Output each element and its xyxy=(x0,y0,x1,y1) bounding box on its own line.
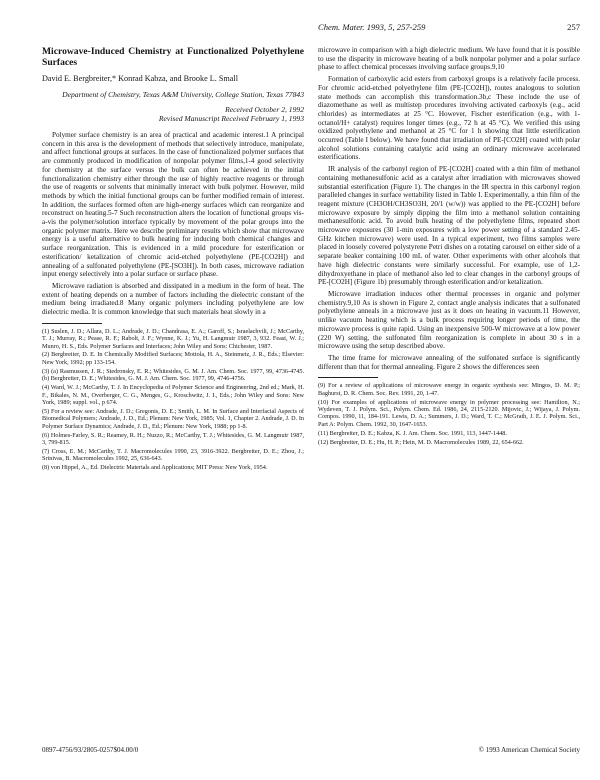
reference-item: (9) For a review of applications of microwave energy in organic synthesis see: Mingos, D. M. P.; Baghurst, D. R. Chem. Soc. Rev. 1991, 20, 1-47. xyxy=(318,382,580,397)
received-date: Received October 2, 1992 xyxy=(225,105,304,114)
article-affiliation: Department of Chemistry, Texas A&M University, College Station, Texas 77843 xyxy=(62,90,304,99)
reference-item: (5) For a review see: Andrade, J. D.; Gregonis, D. E.; Smith, L. M. In Surface and Interfacial Aspects of Biomedical Polymers; Andrade, J. D., Ed.; Plenum: New York, 1985; Vol. 1, Chapter 2. Andrade, J. D. In Polymer Surface Dynamics; Andrade, J. D., Ed.; Plenum: New York, 1988; pp 1-8. xyxy=(42,407,304,430)
reference-item: (8) von Hippel, A., Ed. Dielectric Materials and Applications; MIT Press: New York, 1954. xyxy=(42,464,268,472)
reference-item: (1) Suslen, J. D.; Allara, D. L.; Andrade, J. D.; Chandrasa, E. A.; Garoff, S.; Israelachvili, J.; McCarthy, T. J.; Murray, R.; Pease, R. F.; Rabolt, J. F.; Wynne, K. J.; Yu, H. Langmuir 1987, 3, 932. Feast, W. J.; Munro, H. S., Eds. Polymer Surfaces and Interfaces; John Wiley and Sons: Chichester, 1987. xyxy=(42,327,304,350)
reference-item: (6) Holmes-Farley, S. R.; Reamey, R. H.; Nuzzo, R.; McCarthy, T. J.; Whitesides, G. M. Langmuir 1987, 3, 799-815. xyxy=(42,431,304,446)
article-title: Microwave-Induced Chemistry at Functionalized Polyethylene Surfaces xyxy=(42,46,304,68)
reference-list xyxy=(42,328,304,472)
left-column xyxy=(42,46,304,473)
reference-item: (10) For examples of applications of microwave energy in polymer processing see: Hamilton, N.; Wydeven, T. J. Polym. Sci., Polym. Chem. Ed. 1986, 24, 2115-2120. Mijovic, J.; Wijaya, J. Polym. Compos. 1990, 11, 184-191. Lewis, D. A.; Summers, J. D.; Ward, T. C.; McGrath, J. E. J. Polym. Sci., Part A: Polym. Chem. 1992, 30, 1647-1653. xyxy=(318,398,580,428)
body-paragraph: Microwave irradiation induces other thermal processes in organic and polymer chemistry.9,10 As is shown in Figure 2, contact angle analysis indicates that a sulfonated polyethylene anneals in a microwave just as it does on heating in vacuum.11 However, unlike vacuum heating which is a bulk process requiring longer periods of time, the microwave process is quite rapid. Using an inexpensive 500-W microwave at a low power (220 W) setting, the sulfonated film reorganization is complete in about 30 s in a microwave using the setup described above. xyxy=(318,289,580,351)
running-header xyxy=(318,22,580,32)
reference-item: (11) Bergbreiter, D. E.; Kabza, K. J. Am. Chem. Soc. 1991, 113, 1447-1448. xyxy=(318,429,507,437)
copyright-notice: © 1993 American Chemical Society xyxy=(478,746,580,754)
article-dates xyxy=(42,105,304,123)
reference-item: (3) (a) Rasmussen, J. R.; Stedronsky, E. R.; Whitesides, G. M. J. Am. Chem. Soc. 1977, 99, 4736-4745. (b) Bergbreiter, D. E.; Whitesides, G. M. J. Am. Chem. Soc. 1977, 99, 4746-4756. xyxy=(42,367,304,383)
page-number: 257 xyxy=(567,22,580,32)
article-code: 0897-4756/93/2805-0257$04.00/0 xyxy=(42,746,139,754)
reference-item: (7) Cross, E. M.; McCarthy, T. J. Macromolecules 1990, 23, 3916-3922. Bergbreiter, D. E.; Zhou, J.; Srinivas, B. Macromolecules 1992, 25, 636-643. xyxy=(42,447,304,463)
body-paragraph: The time frame for microwave annealing of the sulfonated surface is significantly different than that for thermal annealing. Figure 2 shows the differences seen xyxy=(318,353,580,371)
footnote-rule xyxy=(42,323,102,324)
body-paragraph: Polymer surface chemistry is an area of practical and academic interest.1 A principal concern in this area is the development of methods that selectively introduce, manipulate, and affect functional groups at surfaces. In the case of functionalized polymer surfaces that are commonly produced in modification of nonpolar polymer films,1-4 good selectivity for chemistry at the surface versus the bulk can often be achieved in the initial functionalization chemistry either through the use of highly reactive reagents or through the use of reagents or solvents that minimally interact with bulk polymer. However, mild methods by which the initial functional groups can be further modified remain of interest. In addition, the surfaces formed often are high-energy surfaces which can reorganize and reconstruct on heating.5-7 Such reconstruction alters the location of functional groups vis-a-vis the polymer/solution interface typically by movement of the polar groups into the organic polymer matrix. Here we describe preliminary results which show that microwave energy is a useful alternative to bulk heating for inducing both chemical changes and surface reorganization. This is evidenced in a mild procedure for esterification or esterification/ ketalization of chromic acid-etched polyethylene (PE-[CO2H]) and annealing of a sulfonated polyethylene (PE-[SO3H]). In both cases, microwave radiation input energy selectively into a polar surface or surface phase. xyxy=(42,131,304,279)
reference-item: (12) Bergbreiter, D. E.; Hu, H. P.; Hein, M. D. Macromolecules 1989, 22, 654-662. xyxy=(318,438,524,446)
right-column xyxy=(318,46,580,448)
body-paragraph: Microwave radiation is absorbed and dissipated in a medium in the form of heat. The extent of heating depends on a number of factors including the dielectric constant of the medium being irradiated.8 Many organic polymers including polyethylene are low dielectric media. It is common knowledge that such materials heat slowly in a xyxy=(42,281,304,317)
reference-item: (2) Bergbreiter, D. E. In Chemically Modified Surfaces; Mottola, H. A., Steinmetz, J. R., Eds.; Elsevier: New York, 1992; pp 133-154. xyxy=(42,351,304,366)
page-footer xyxy=(42,746,580,754)
body-paragraph: Formation of carboxylic acid esters from carboxyl groups is a relatively facile process. For chromic acid-etched polyethylene film (PE-[CO2H]), routes analogous to solution state methods can accomplish this transformation.3b,c These include the use of diazomethane as well as multistep procedures involving activated carboxyls (e.g., acid chlorides) as intermediates at 25 °C. However, Fischer esterification (e.g., with 1-octanol/H+ catalyst) requires longer times (e.g., 72 h at 45 °C). We verified this using oxidized polyethylene and methanol at 25 °C for 1 h showing that little esterification occurred (Table I below). We have found that irradiation of PE-[CO2H] coated with polar alcohol solutions containing catalytic acid using an ordinary microwave accelerated esterifications. xyxy=(318,75,580,162)
body-paragraph: microwave in comparison with a high dielectric medium. We have found that it is possible to use the disparity in microwave heating of a bulk nonpolar polymer and a polar surface phase to affect chemical processes involving surface groups.9,10 xyxy=(318,46,580,72)
footnote-rule xyxy=(318,377,378,378)
reference-item: (4) Ward, W. J.; McCarthy, T. J. In Encyclopedia of Polymer Science and Engineering, 2nd ed.; Mark, H. F., Bikales, N. M., Overberger, C. G., Menges, G., Kroschwitz, J. I., Eds.; John Wiley and Sons: New York, 1989; suppl. vol., p 674. xyxy=(42,384,304,406)
article-authors: David E. Bergbreiter,* Konrad Kabza, and Brooke L. Small xyxy=(42,74,238,83)
reference-list xyxy=(318,382,580,446)
journal-citation: Chem. Mater. 1993, 5, 257-259 xyxy=(318,22,426,32)
revised-date: Revised Manuscript Received February 1, 1993 xyxy=(158,114,304,123)
body-paragraph: IR analysis of the carbonyl region of PE-[CO2H] coated with a thin film of methanol containing methanesulfonic acid as a catalyst after irradiation with microwaves showed substantial esterification (Figure 1). The changes in the IR spectra in this carbonyl region paralleled changes in surface wettability listed in Table I. Experimentally, a thin film of the reagent mixture (CH3OH/CH3SO3H, 20/1 (w/w)) was applied to the PE-[CO2H] before microwave exposure by simply dipping the film into a methanol solution containing methanesulfonic acid. To avoid bulk heating of the polyethylene films, repeated short microwave exposures (30 1-min exposures with a low power setting of a standard 2.45-GHz kitchen microwave) were used. In a typical experiment, two films samples were placed in loosely covered polystyrene Petri dishes on a rotating carousel on either side of a separate beaker containing 100 mL of water. Other experiments with other alcohols that have high dielectric constants were similarly successful. For example, use of 1,2-dihydroxyethane in place of methanol also led to clear changes in the carbonyl groups of PE-[CO2H] (Figure 1b) presumably through esterification and/or ketalization. xyxy=(318,165,580,287)
